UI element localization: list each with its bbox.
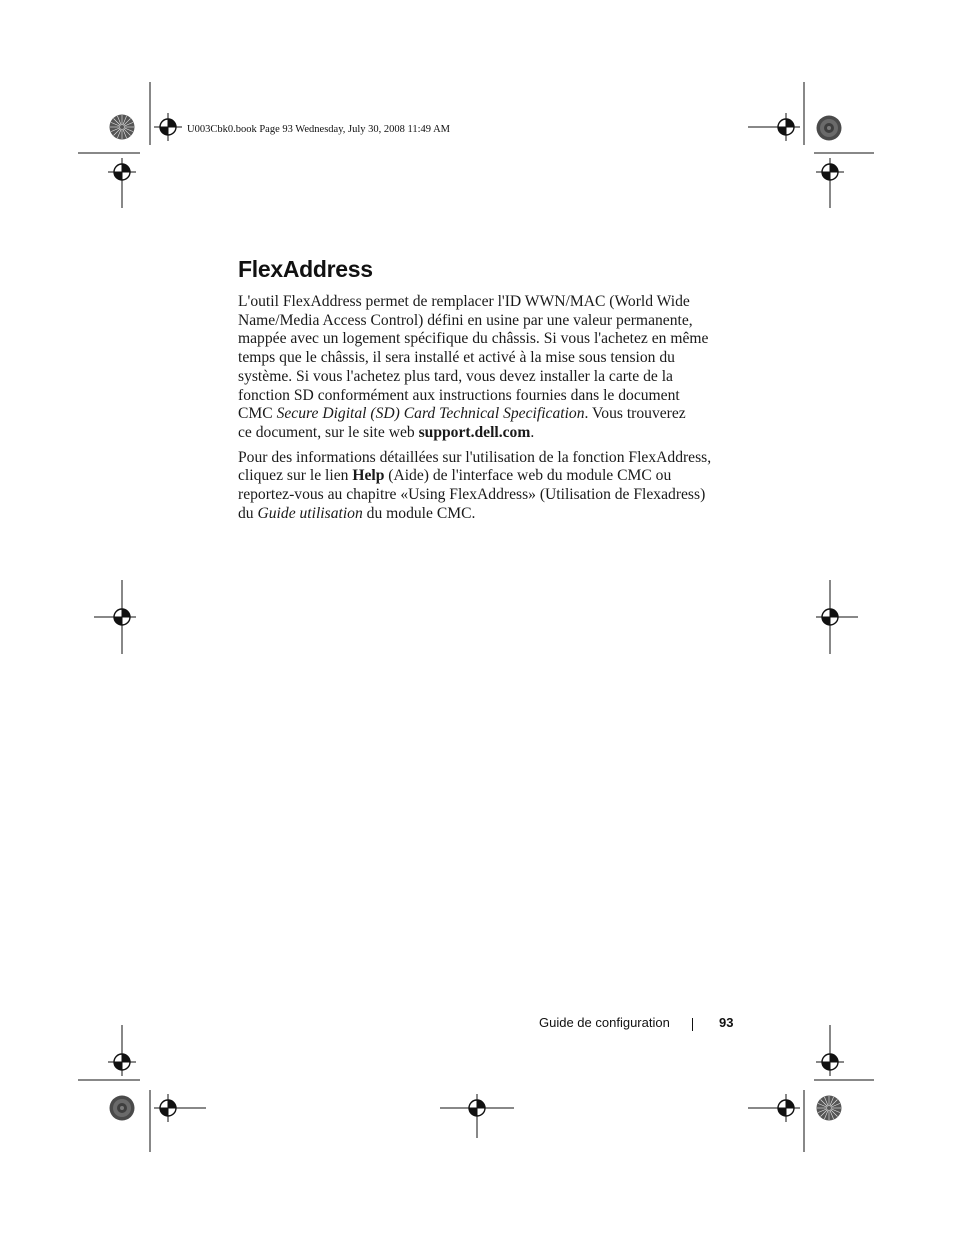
registration-mark-icon — [154, 113, 182, 141]
text-span: cliquez sur le lien — [238, 467, 353, 485]
text-span: (Aide) de l'interface web du module CMC ou — [384, 467, 672, 485]
text-span: . — [530, 423, 535, 441]
paragraph-1 — [238, 293, 728, 443]
text-span: ce document, sur le site web — [238, 423, 419, 441]
page-title: FlexAddress — [238, 256, 373, 282]
text-line — [238, 467, 728, 486]
registration-mark-icon — [772, 113, 800, 141]
text-line: mappée avec un logement spécifique du châssis. Si vous l'achetez en même — [238, 330, 709, 348]
text-span: . Vous trouverez — [584, 405, 686, 423]
support-link[interactable]: support.dell.com — [418, 423, 531, 441]
color-bar-icon — [817, 116, 842, 141]
registration-mark-icon — [108, 158, 136, 186]
text-line — [238, 424, 728, 443]
text-line — [238, 505, 728, 524]
text-line: Pour des informations détaillées sur l'utilisation de la fonction FlexAddress, — [238, 448, 712, 466]
text-span: du — [238, 504, 258, 522]
text-span: CMC — [238, 405, 277, 423]
registration-mark-icon — [816, 1048, 844, 1076]
text-line — [238, 405, 728, 424]
guide-title-ref: Guide utilisation — [257, 504, 363, 522]
registration-mark-icon — [154, 1094, 182, 1122]
registration-mark-icon — [108, 603, 136, 631]
document-title-ref: Secure Digital (SD) Card Technical Specification — [276, 405, 585, 423]
text-line: fonction SD conformément aux instructions fournies dans le document — [238, 386, 680, 404]
page-number: 93 — [719, 1015, 734, 1030]
print-slug: U003Cbk0.book Page 93 Wednesday, July 30, 2008 11:49 AM — [187, 124, 451, 135]
text-line: reportez-vous au chapitre «Using FlexAddress» (Utilisation de Flexadress) — [238, 486, 706, 504]
registration-mark-icon — [816, 603, 844, 631]
document-body — [238, 293, 728, 523]
registration-mark-icon — [463, 1094, 491, 1122]
text-span: du module CMC. — [362, 504, 476, 522]
color-bar-icon — [110, 115, 135, 140]
registration-mark-icon — [816, 158, 844, 186]
help-link-ref: Help — [352, 467, 385, 485]
footer-separator — [692, 1018, 693, 1031]
text-line: système. Si vous l'achetez plus tard, vous devez installer la carte de la — [238, 367, 673, 385]
registration-mark-icon — [772, 1094, 800, 1122]
paragraph-2 — [238, 449, 728, 524]
footer-label: Guide de configuration — [539, 1015, 670, 1030]
color-bar-icon — [110, 1096, 135, 1121]
text-line: temps que le châssis, il sera installé et activé à la mise sous tension du — [238, 349, 675, 367]
text-line: Name/Media Access Control) défini en usine par une valeur permanente, — [238, 311, 693, 329]
text-line: L'outil FlexAddress permet de remplacer l'ID WWN/MAC (World Wide — [238, 293, 690, 310]
color-bar-icon — [817, 1096, 842, 1121]
registration-mark-icon — [108, 1048, 136, 1076]
